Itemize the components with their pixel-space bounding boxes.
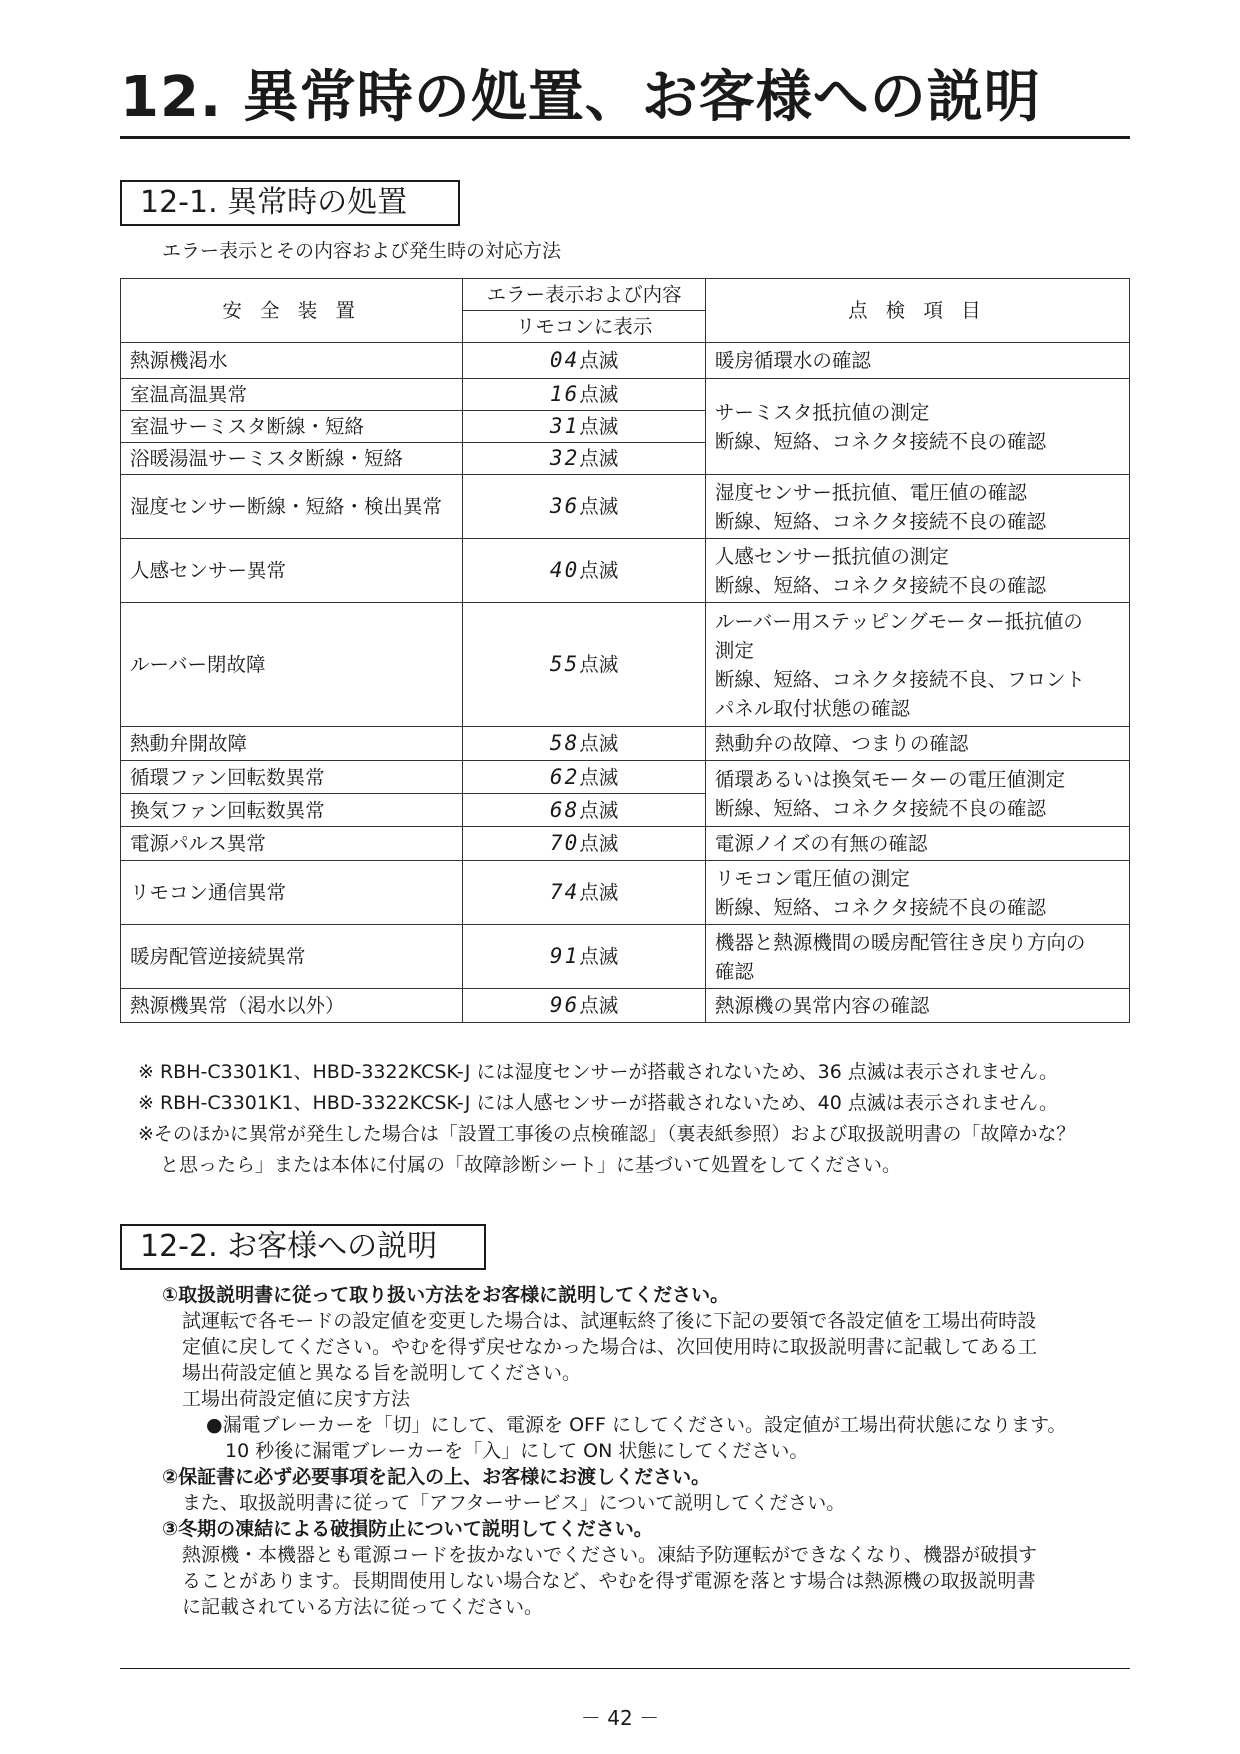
item1-bullet: ●漏電ブレーカーを「切」にして、電源を OFF にしてください。設定値が工場出荷状態になります。 10 秒後に漏電ブレーカーを「入」にして ON 状態にしてください。 — [206, 1414, 1067, 1462]
code-cell — [463, 861, 706, 925]
device-cell: 熱源機渇水 — [121, 343, 463, 379]
code-cell — [463, 603, 706, 727]
error-code: 36 — [549, 494, 580, 518]
blink-label: 点滅 — [579, 559, 619, 582]
page-number: － 42 － — [580, 1706, 660, 1730]
blink-label: 点滅 — [579, 495, 619, 518]
code-cell — [463, 827, 706, 861]
blink-label: 点滅 — [579, 447, 619, 470]
title-underline — [120, 136, 1130, 139]
table-caption: エラー表示とその内容および発生時の対応方法 — [162, 240, 562, 262]
check-cell: 電源ノイズの有無の確認 — [705, 827, 1129, 861]
check-cell: リモコン電圧値の測定 断線、短絡、コネクタ接続不良の確認 — [705, 861, 1129, 925]
blink-label: 点滅 — [579, 415, 619, 438]
code-cell — [463, 925, 706, 989]
error-code: 91 — [549, 944, 580, 968]
check-cell: サーミスタ抵抗値の測定 断線、短絡、コネクタ接続不良の確認 — [705, 379, 1129, 475]
device-cell: 浴暖湯温サーミスタ断線・短絡 — [121, 443, 463, 475]
device-cell: 換気ファン回転数異常 — [121, 794, 463, 827]
code-cell — [463, 343, 706, 379]
device-cell: 人感センサー異常 — [121, 539, 463, 603]
item3-title: ③冬期の凍結による破損防止について説明してください。 — [162, 1518, 653, 1540]
check-cell: 人感センサー抵抗値の測定 断線、短絡、コネクタ接続不良の確認 — [705, 539, 1129, 603]
device-cell: リモコン通信異常 — [121, 861, 463, 925]
check-cell: 暖房循環水の確認 — [705, 343, 1129, 379]
check-cell: 循環あるいは換気モーターの電圧値測定 断線、短絡、コネクタ接続不良の確認 — [705, 761, 1129, 827]
section-heading-12-2: 12-2. お客様への説明 — [120, 1224, 486, 1270]
blink-label: 点滅 — [579, 881, 619, 904]
code-cell — [463, 411, 706, 443]
check-cell: 熱源機の異常内容の確認 — [705, 989, 1129, 1023]
device-cell: ルーバー閉故障 — [121, 603, 463, 727]
code-cell — [463, 539, 706, 603]
table-row — [121, 727, 1130, 761]
error-code: 74 — [549, 880, 580, 904]
customer-explanation — [162, 1282, 1142, 1620]
item2-body: また、取扱説明書に従って「アフターサービス」について説明してください。 — [182, 1492, 846, 1514]
code-cell — [463, 727, 706, 761]
table-row — [121, 861, 1130, 925]
header-remote-display: リモコンに表示 — [463, 311, 706, 343]
table-row — [121, 989, 1130, 1023]
table-row — [121, 475, 1130, 539]
header-safety-device: 安 全 装 置 — [121, 279, 463, 343]
device-cell: 熱源機異常（渇水以外） — [121, 989, 463, 1023]
error-code: 70 — [549, 831, 580, 855]
check-cell: 機器と熱源機間の暖房配管往き戻り方向の 確認 — [705, 925, 1129, 989]
device-cell: 電源パルス異常 — [121, 827, 463, 861]
table-header-row — [121, 279, 1130, 311]
device-cell: 室温サーミスタ断線・短絡 — [121, 411, 463, 443]
table-row — [121, 761, 1130, 794]
blink-label: 点滅 — [579, 732, 619, 755]
blink-label: 点滅 — [579, 832, 619, 855]
blink-label: 点滅 — [579, 765, 619, 789]
item2-title: ②保証書に必ず必要事項を記入の上、お客様にお渡しください。 — [162, 1466, 711, 1488]
note-motion-sensor: ※ RBH-C3301K1、HBD-3322KCSK-J には人感センサーが搭載されないため、40 点滅は表示されません。 — [138, 1092, 1059, 1114]
error-code: 55 — [549, 652, 580, 676]
blink-label: 点滅 — [579, 383, 619, 406]
error-code: 40 — [549, 558, 580, 582]
device-cell: 暖房配管逆接続異常 — [121, 925, 463, 989]
note-other-errors: ※そのほかに異常が発生した場合は「設置工事後の点検確認」（裏表紙参照）および取扱説明書の「故障かな？ — [138, 1123, 1076, 1145]
blink-label: 点滅 — [579, 349, 619, 372]
error-code: 68 — [549, 797, 580, 822]
blink-label: 点滅 — [579, 798, 619, 822]
code-cell — [463, 475, 706, 539]
page-title: 12. 異常時の処置、お客様への説明 — [120, 65, 1041, 130]
blink-label: 点滅 — [579, 945, 619, 968]
error-code: 31 — [549, 414, 580, 438]
table-row — [121, 603, 1130, 727]
note-other-errors-cont: と思ったら」または本体に付属の「故障診断シート」に基づいて処置をしてください。 — [160, 1154, 902, 1176]
blink-label: 点滅 — [579, 653, 619, 676]
item1-title: ①取扱説明書に従って取り扱い方法をお客様に説明してください。 — [162, 1284, 730, 1306]
code-cell — [463, 794, 706, 827]
note-humidity-sensor: ※ RBH-C3301K1、HBD-3322KCSK-J には湿度センサーが搭載されないため、36 点滅は表示されません。 — [138, 1061, 1059, 1083]
code-cell — [463, 443, 706, 475]
code-cell — [463, 989, 706, 1023]
item1-subtitle: 工場出荷設定値に戻す方法 — [182, 1388, 411, 1410]
item3-body: 熱源機・本機器とも電源コードを抜かないでください。凍結予防運転ができなくなり、機器が破損す ることがあります。長期間使用しない場合など、やむを得ず電源を落とす場合は熱源機の取扱説明書 に記載されている方法に従ってください。 — [182, 1544, 1038, 1618]
check-cell: ルーバー用ステッピングモーター抵抗値の 測定 断線、短絡、コネクタ接続不良、フロント パネル取付状態の確認 — [705, 603, 1129, 727]
table-row — [121, 379, 1130, 411]
device-cell: 熱動弁開故障 — [121, 727, 463, 761]
table-row — [121, 925, 1130, 989]
table-row — [121, 827, 1130, 861]
code-cell — [463, 761, 706, 794]
error-code: 58 — [549, 731, 580, 755]
error-code: 32 — [549, 446, 580, 470]
table-row — [121, 343, 1130, 379]
error-code: 16 — [549, 382, 580, 406]
item1-body: 試運転で各モードの設定値を変更した場合は、試運転終了後に下記の要領で各設定値を工場出荷時設 定値に戻してください。やむを得ず戻せなかった場合は、次回使用時に取扱説明書に記載してある工 場出荷設定値と異なる旨を説明してください。 — [182, 1310, 1038, 1384]
footer-rule — [120, 1668, 1130, 1669]
error-code: 62 — [549, 764, 580, 789]
section-heading-12-1: 12-1. 異常時の処置 — [120, 180, 460, 226]
error-code-table — [120, 278, 1130, 1023]
device-cell: 循環ファン回転数異常 — [121, 761, 463, 794]
device-cell: 室温高温異常 — [121, 379, 463, 411]
table-notes — [138, 1057, 1138, 1181]
check-cell: 湿度センサー抵抗値、電圧値の確認 断線、短絡、コネクタ接続不良の確認 — [705, 475, 1129, 539]
error-code: 96 — [549, 993, 580, 1017]
code-cell — [463, 379, 706, 411]
error-code: 04 — [549, 348, 580, 372]
check-cell: 熱動弁の故障、つまりの確認 — [705, 727, 1129, 761]
table-row — [121, 539, 1130, 603]
header-check-items: 点 検 項 目 — [705, 279, 1129, 343]
device-cell: 湿度センサー断線・短絡・検出異常 — [121, 475, 463, 539]
header-error-display: エラー表示および内容 — [463, 279, 706, 311]
blink-label: 点滅 — [579, 994, 619, 1017]
